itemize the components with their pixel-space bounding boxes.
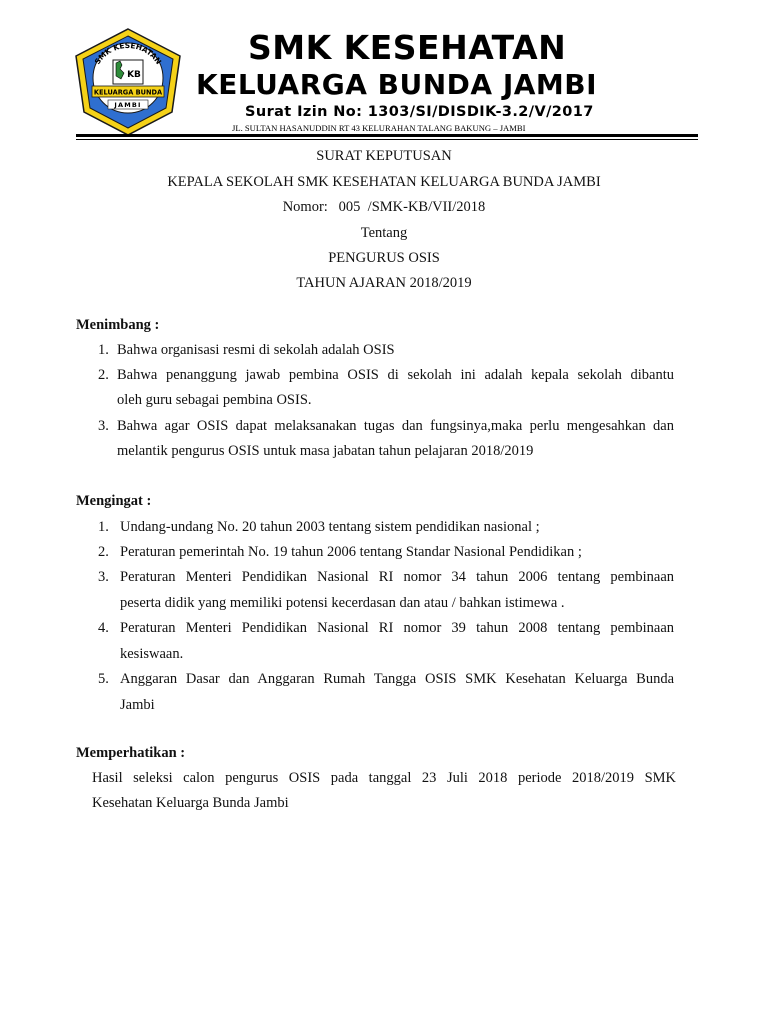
- item-text: Bahwa penanggung jawab pembina OSIS di sekolah ini adalah kepala sekolah dibantu: [117, 367, 674, 383]
- mengingat-item: [98, 620, 676, 664]
- mengingat-heading: Mengingat :: [76, 493, 152, 509]
- mengingat-item: [98, 569, 676, 613]
- logo-arc-text: SMK KESEHATAN: [92, 40, 164, 67]
- letterhead-divider-thin: [76, 139, 698, 140]
- item-text: Undang-undang No. 20 tahun 2003 tentang sistem pendidikan nasional ;: [120, 519, 540, 535]
- document-subject: PENGURUS OSIS: [328, 250, 440, 266]
- memperhatikan-text: Kesehatan Keluarga Bunda Jambi: [92, 795, 289, 811]
- item-number: 3.: [98, 569, 109, 585]
- document-about-label: Tentang: [360, 225, 408, 241]
- menimbang-item: [98, 342, 676, 360]
- document-number: Nomor: 005 /SMK-KB/VII/2018: [282, 199, 486, 215]
- logo-emblem-text: KB: [127, 70, 141, 80]
- item-text: Peraturan Menteri Pendidikan Nasional RI nomor 39 tahun 2008 tentang pembinaan: [120, 620, 674, 636]
- logo-bottom-text: JAMBI: [114, 101, 142, 109]
- logo-band-text: KELUARGA BUNDA: [93, 88, 163, 97]
- document-title: SURAT KEPUTUSAN: [316, 148, 452, 164]
- menimbang-item: [98, 367, 676, 411]
- mengingat-item: [98, 544, 676, 562]
- item-number: 2.: [98, 367, 109, 383]
- item-text: Anggaran Dasar dan Anggaran Rumah Tangga OSIS SMK Kesehatan Keluarga Bunda: [120, 671, 674, 687]
- item-text: Peraturan Menteri Pendidikan Nasional RI nomor 34 tahun 2006 tentang pembinaan: [120, 569, 674, 585]
- permit-number: Surat Izin No: 1303/SI/DISDIK-3.2/V/2017: [245, 104, 594, 120]
- item-number: 1.: [98, 342, 109, 358]
- letterhead-divider-thick: [76, 134, 698, 137]
- school-address: JL. SULTAN HASANUDDIN RT 43 KELURAHAN TALANG BAKUNG – JAMBI: [232, 123, 526, 133]
- memperhatikan-text: Hasil seleksi calon pengurus OSIS pada tanggal 23 Juli 2018 periode 2018/2019 SMK: [92, 770, 676, 786]
- item-number: 4.: [98, 620, 109, 636]
- item-text: Bahwa organisasi resmi di sekolah adalah OSIS: [117, 342, 395, 358]
- item-text: oleh guru sebagai pembina OSIS.: [117, 392, 312, 408]
- item-text: kesiswaan.: [120, 646, 184, 662]
- memperhatikan-heading: Memperhatikan :: [76, 745, 186, 761]
- menimbang-item: [98, 418, 676, 462]
- item-number: 2.: [98, 544, 109, 560]
- item-text: Jambi: [120, 697, 155, 713]
- item-text: Bahwa agar OSIS dapat melaksanakan tugas dan fungsinya,maka perlu mengesahkan dan: [117, 418, 674, 434]
- document-issuer: KEPALA SEKOLAH SMK KESEHATAN KELUARGA BUNDA JAMBI: [167, 174, 601, 190]
- school-name: SMK KESEHATAN: [248, 28, 567, 67]
- item-number: 1.: [98, 519, 109, 535]
- item-text: peserta didik yang memiliki potensi kecerdasan dan atau / bahkan istimewa .: [120, 595, 565, 611]
- item-text: Peraturan pemerintah No. 19 tahun 2006 tentang Standar Nasional Pendidikan ;: [120, 544, 582, 560]
- mengingat-item: [98, 671, 676, 715]
- item-number: 5.: [98, 671, 109, 687]
- mengingat-item: [98, 519, 676, 537]
- school-subtitle: KELUARGA BUNDA JAMBI: [196, 68, 598, 101]
- item-number: 3.: [98, 418, 109, 434]
- item-text: melantik pengurus OSIS untuk masa jabatan tahun pelajaran 2018/2019: [117, 443, 534, 459]
- document-year: TAHUN AJARAN 2018/2019: [296, 275, 472, 291]
- menimbang-heading: Menimbang :: [76, 317, 160, 333]
- school-logo: [72, 26, 184, 138]
